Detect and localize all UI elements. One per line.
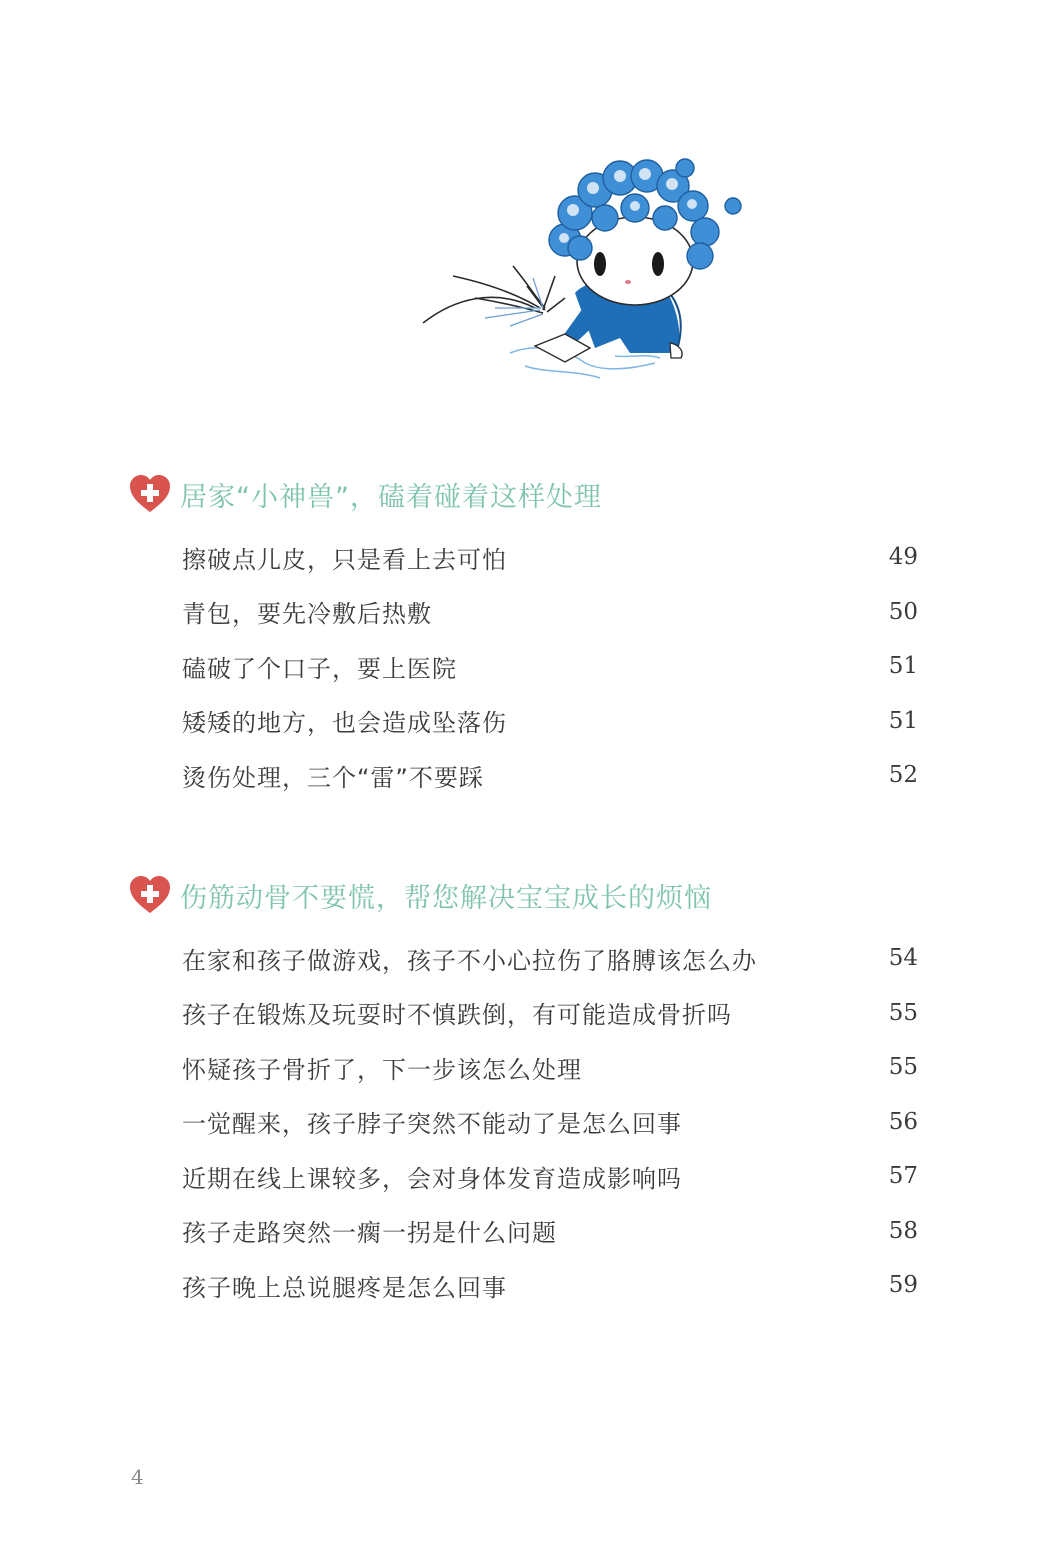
toc-entry-page: 49: [888, 544, 918, 571]
toc-entry-page: 51: [888, 653, 918, 680]
toc-entry-title: 一觉醒来，孩子脖子突然不能动了是怎么回事: [182, 1110, 682, 1139]
toc-entry[interactable]: [182, 694, 918, 749]
section-title: 居家“小神兽”，磕着碰着这样处理: [180, 481, 602, 513]
toc-entry-page: 59: [888, 1272, 918, 1299]
section-title: 伤筋动骨不要慌，帮您解决宝宝成长的烦恼: [180, 882, 712, 914]
toc-entry-page: 55: [888, 999, 918, 1026]
toc-entry[interactable]: [182, 1040, 918, 1095]
toc-entry[interactable]: [182, 931, 918, 986]
toc-list: [182, 530, 918, 803]
toc-entry[interactable]: [182, 986, 918, 1041]
toc-entry[interactable]: [182, 1149, 918, 1204]
toc-entry[interactable]: [182, 530, 918, 585]
toc-entry-title: 矮矮的地方，也会造成坠落伤: [182, 709, 507, 738]
toc-entry[interactable]: [182, 639, 918, 694]
toc-list: [182, 931, 918, 1313]
section-heading: [128, 472, 602, 516]
toc-entry[interactable]: [182, 1095, 918, 1150]
heart-cross-icon: [128, 474, 172, 514]
toc-entry[interactable]: [182, 1204, 918, 1259]
toc-entry-page: 55: [888, 1054, 918, 1081]
toc-entry-page: 52: [888, 762, 918, 789]
section-heading: [128, 873, 712, 917]
toc-entry-title: 擦破点儿皮，只是看上去可怕: [182, 545, 507, 574]
toc-entry[interactable]: [182, 748, 918, 803]
toc-entry[interactable]: [182, 1258, 918, 1313]
toc-entry-title: 青包，要先冷敷后热敷: [182, 600, 432, 629]
page-number: 4: [131, 1465, 144, 1489]
child-wiping-spill-illustration: [415, 158, 755, 390]
toc-entry-title: 磕破了个口子，要上医院: [182, 654, 457, 683]
toc-entry-title: 怀疑孩子骨折了，下一步该怎么处理: [182, 1055, 582, 1084]
toc-entry-page: 56: [888, 1108, 918, 1135]
toc-entry-page: 54: [888, 945, 918, 972]
toc-entry[interactable]: [182, 585, 918, 640]
toc-entry-title: 孩子在锻炼及玩耍时不慎跌倒，有可能造成骨折吗: [182, 1001, 732, 1030]
heart-cross-icon: [128, 875, 172, 915]
toc-entry-page: 57: [888, 1163, 918, 1190]
toc-entry-page: 50: [888, 598, 918, 625]
toc-entry-title: 在家和孩子做游戏，孩子不小心拉伤了胳膊该怎么办: [182, 946, 757, 975]
toc-entry-title: 孩子走路突然一瘸一拐是什么问题: [182, 1219, 557, 1248]
toc-entry-title: 烫伤处理，三个“雷”不要踩: [182, 763, 484, 792]
toc-entry-page: 58: [888, 1217, 918, 1244]
toc-entry-title: 近期在线上课较多，会对身体发育造成影响吗: [182, 1164, 682, 1193]
toc-entry-page: 51: [888, 707, 918, 734]
toc-entry-title: 孩子晚上总说腿疼是怎么回事: [182, 1273, 507, 1302]
